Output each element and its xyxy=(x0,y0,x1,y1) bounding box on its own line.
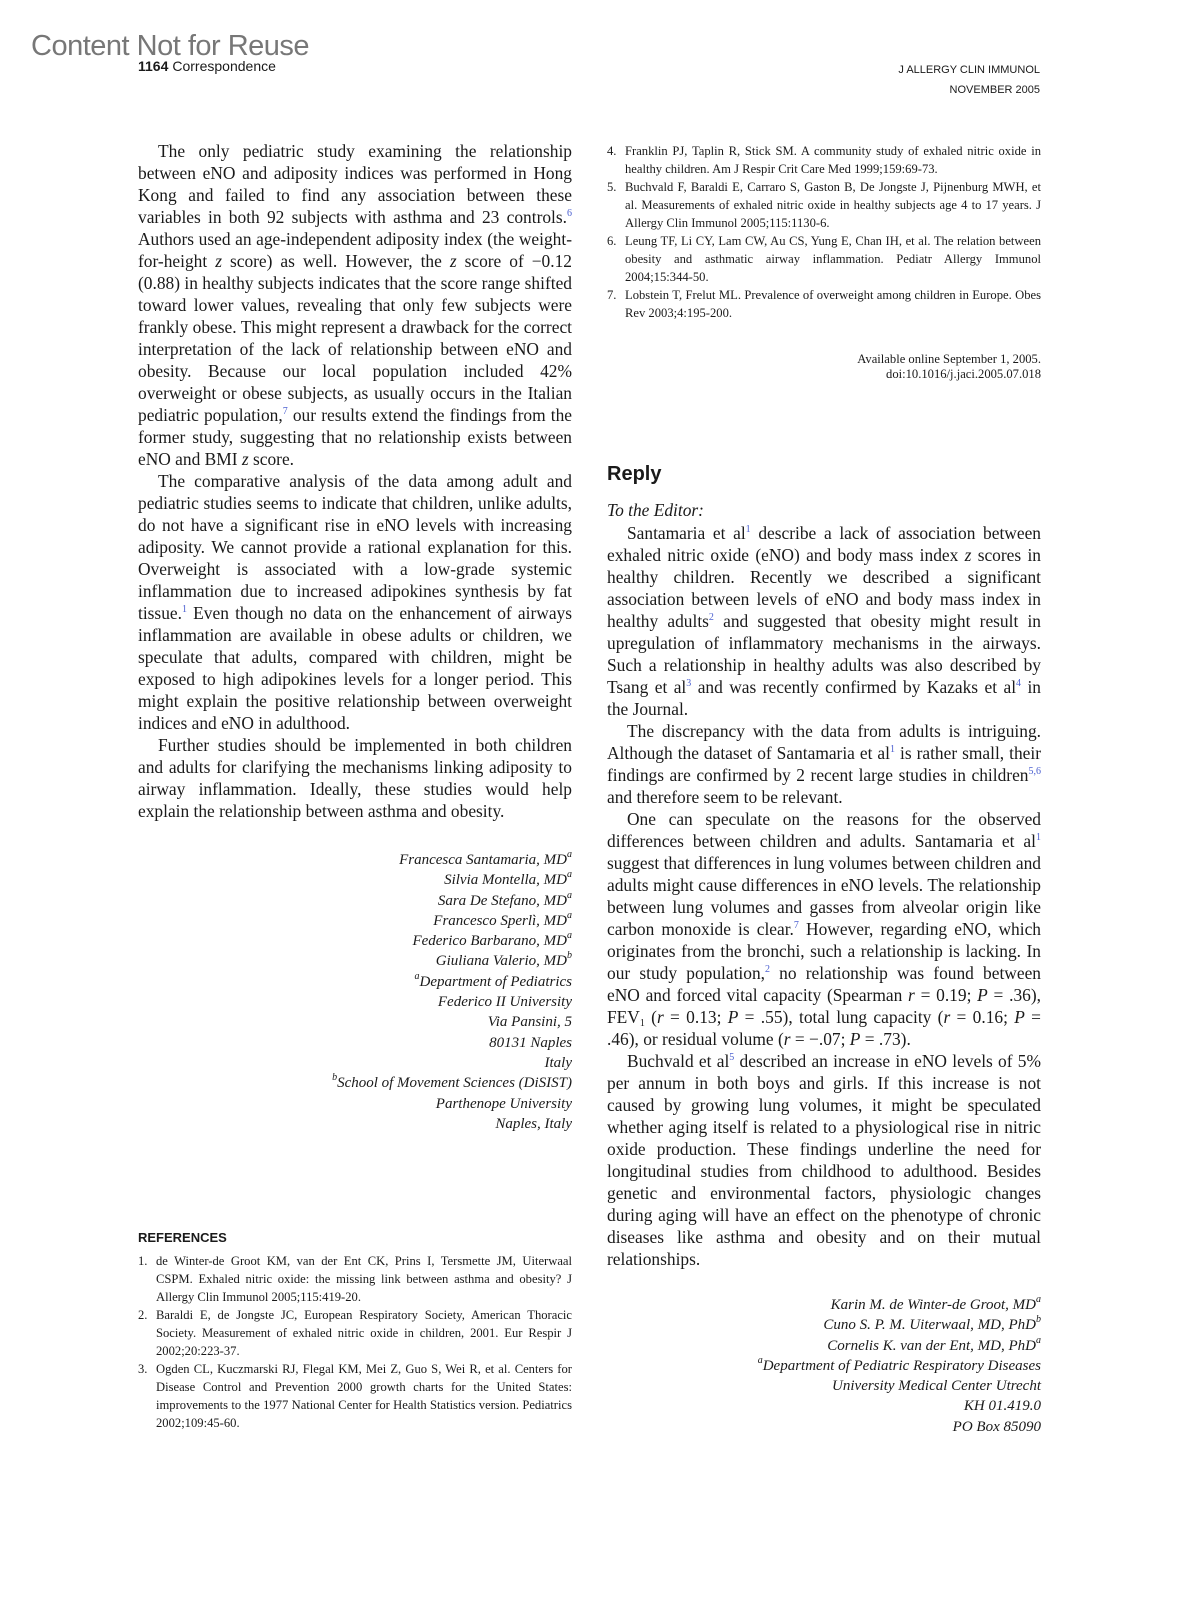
signature-line xyxy=(138,870,572,890)
reference-item xyxy=(138,1360,572,1432)
paragraph xyxy=(607,720,1041,808)
right-signature xyxy=(607,1295,1041,1437)
signature-line xyxy=(607,1417,1041,1437)
text-run: = .73). xyxy=(860,1029,911,1049)
reference-item xyxy=(607,178,1041,232)
paragraph xyxy=(607,1050,1041,1270)
citation-link[interactable]: 3 xyxy=(686,678,692,689)
italic-symbol: P xyxy=(1014,1007,1025,1027)
text-run: and therefore seem to be relevant. xyxy=(607,787,843,807)
signature-line xyxy=(138,972,572,992)
text-run: suggest that differences in lung volumes between children and adults might cause differences in eNO levels. The relationship between lung volumes and gasses from alveolar origin like carbon monoxide is clear. xyxy=(607,853,1041,939)
paragraph xyxy=(138,734,572,822)
subscript: 1 xyxy=(639,1018,645,1029)
right-body xyxy=(607,522,1041,1270)
text-run: Santamaria et al xyxy=(627,523,746,543)
section-title: Correspondence xyxy=(172,58,276,74)
text-run: Further studies should be implemented in both children and adults for clarifying the mechanisms linking adiposity to airway inflammation. Ideally, these studies would help explain the relationship between asthma and obesity. xyxy=(138,735,572,821)
reference-text: Franklin PJ, Taplin R, Stick SM. A community study of exhaled nitric oxide in healthy children. Am J Respir Crit Care Med 1999;159:69-73. xyxy=(625,144,1041,176)
references-heading: REFERENCES xyxy=(138,1230,227,1245)
text-run: Department of Pediatrics xyxy=(419,973,572,990)
available-online: Available online September 1, 2005. xyxy=(857,352,1041,366)
text-run: Francesca Santamaria, MD xyxy=(399,852,567,868)
reference-number: 3. xyxy=(138,1362,148,1376)
signature-line xyxy=(138,1094,572,1114)
page-number: 1164 xyxy=(138,58,169,74)
text-run: and was recently confirmed by Kazaks et al xyxy=(691,677,1017,697)
affiliation-marker: a xyxy=(567,869,572,881)
reference-number: 6. xyxy=(607,234,617,248)
affiliation-marker: a xyxy=(1036,1294,1041,1305)
text-run: scores in healthy children. Recently we described a significant association between levels of eNO and body mass index in healthy adults xyxy=(607,545,1041,631)
citation-link[interactable]: 4 xyxy=(1016,678,1022,689)
italic-symbol: r xyxy=(943,1007,951,1027)
text-run: Cuno S. P. M. Uiterwaal, MD, PhD xyxy=(823,1317,1036,1334)
text-run: = .36), FEV xyxy=(607,985,1041,1027)
text-run: Department of Pediatric Respiratory Diseases xyxy=(762,1357,1041,1374)
references-list-right xyxy=(607,142,1041,322)
citation-link[interactable]: 5 xyxy=(729,1052,735,1063)
text-run: Cornelis K. van der Ent, MD, PhD xyxy=(827,1337,1036,1354)
reference-item xyxy=(607,232,1041,286)
paragraph xyxy=(607,808,1041,1050)
text-run: score of −0.12 (0.88) in healthy subjects indicates that the score range shifted toward lower values, revealing that only few subjects were frankly obese. This might represent a drawback for the correct interpretation of the lack of relationship between eNO and obesity. Because our local population included 42% overweight or obese subjects, as usually occurs in the Italian pediatric population, xyxy=(138,251,572,425)
reference-text: Baraldi E, de Jongste JC, European Respiratory Society, American Thoracic Society. Measurement of exhaled nitric oxide in children, 2001. Eur Respir J 2002;20:223-37. xyxy=(156,1308,572,1358)
affiliation-marker: a xyxy=(567,849,572,860)
text-run: The discrepancy with the data from adults is intriguing. Although the dataset of Santamaria et al xyxy=(607,721,1041,763)
text-run: The comparative analysis of the data among adult and pediatric studies seems to indicate that children, unlike adults, do not have a significant rise in eNO levels with increasing adiposity. We cannot provide a rational explanation for this. Overweight is associated with a low-grade systemic inflammation due to increased adipokines synthesis by fat tissue. xyxy=(138,471,572,623)
affiliation-marker: a xyxy=(567,889,572,901)
text-run: no relationship was found between eNO and forced vital capacity (Spearman xyxy=(607,963,1041,1005)
watermark: Content Not for Reuse xyxy=(31,30,310,62)
text-run: = .46), or residual volume ( xyxy=(607,1007,1041,1049)
text-run: Buchvald et al xyxy=(627,1051,730,1071)
signature-line xyxy=(138,850,572,870)
text-run: = 0.13; xyxy=(663,1007,728,1027)
reference-number: 4. xyxy=(607,144,617,158)
salutation: To the Editor: xyxy=(607,500,704,520)
text-run: Even though no data on the enhancement of airways inflammation are available in obese adults or children, we speculate that adults, compared with children, might be exposed to high adipokines levels for a longer period. This might explain the positive relationship between overweight indices and eNO in adulthood. xyxy=(138,603,572,733)
signature-line xyxy=(607,1356,1041,1376)
signature-line xyxy=(138,891,572,911)
text-run: PO Box 85090 xyxy=(952,1418,1041,1435)
italic-symbol: z xyxy=(241,449,249,469)
reference-number: 7. xyxy=(607,288,617,302)
reference-text: Buchvald F, Baraldi E, Carraro S, Gaston B, De Jongste J, Pijnenburg MWH, et al. Measurements of exhaled nitric oxide in healthy subjects age 4 to 17 years. J Allergy Clin Immunol 2005;115:1130-6. xyxy=(625,180,1041,230)
text-run: The only pediatric study examining the relationship between eNO and adiposity indices was performed in Hong Kong and failed to find any association between these variables in both 92 subjects with asthma and 23 controls. xyxy=(138,141,572,227)
text-run: = 0.19; xyxy=(914,985,978,1005)
signature-line xyxy=(607,1336,1041,1356)
text-run: and suggested that obesity might result in upregulation of inflammatory mechanisms in the airways. Such a relationship in healthy adults was also described by Tsang et al xyxy=(607,611,1042,697)
text-run: in the Journal. xyxy=(607,677,1041,719)
italic-symbol: P xyxy=(727,1007,739,1027)
citation-link[interactable]: 7 xyxy=(793,920,799,931)
citation-link[interactable]: 2 xyxy=(764,964,770,975)
text-run: Italy xyxy=(544,1054,572,1071)
text-run: ( xyxy=(644,1007,657,1027)
running-head xyxy=(138,58,276,74)
journal-issue: NOVEMBER 2005 xyxy=(949,84,1040,96)
text-run: our results extend the findings from the former study, suggesting that no relationship exists between eNO and BMI xyxy=(138,405,572,469)
affiliation-marker: b xyxy=(567,950,572,962)
text-run: describe a lack of association between exhaled nitric oxide (eNO) and body mass index xyxy=(607,523,1041,565)
reference-item xyxy=(138,1306,572,1360)
affiliation-marker: b xyxy=(1036,1314,1041,1326)
reference-item xyxy=(138,1252,572,1306)
signature-line xyxy=(138,1033,572,1053)
affiliation-marker: a xyxy=(567,909,572,921)
text-run: University Medical Center Utrecht xyxy=(832,1378,1041,1395)
signature-line xyxy=(138,911,572,931)
affiliation-marker: a xyxy=(414,970,420,982)
text-run: However, regarding eNO, which originates from the bronchi, such a relationship is lacking. In our study population, xyxy=(607,919,1041,983)
text-run: Via Pansini, 5 xyxy=(487,1014,572,1031)
reference-text: Ogden CL, Kuczmarski RJ, Flegal KM, Mei Z, Guo S, Wei R, et al. Centers for Disease Control and Prevention 2000 growth charts for the United States: improvements to the 1977 National Center for Health Statistics version. Pediatrics 2002;109:45-60. xyxy=(156,1362,572,1430)
left-signature xyxy=(138,850,572,1134)
citation-link[interactable]: 7 xyxy=(282,406,288,417)
text-run: = .55), total lung capacity ( xyxy=(738,1007,944,1027)
citation-link[interactable]: 1 xyxy=(745,524,751,535)
citation-link[interactable]: 1 xyxy=(890,744,895,755)
affiliation-marker: a xyxy=(757,1354,763,1366)
signature-line xyxy=(607,1376,1041,1396)
signature-line xyxy=(607,1295,1041,1315)
reference-text: Lobstein T, Frelut ML. Prevalence of overweight among children in Europe. Obes Rev 2003;4:195-200. xyxy=(625,288,1041,320)
reply-heading: Reply xyxy=(607,463,662,485)
citation-link[interactable]: 1 xyxy=(181,604,187,615)
paragraph xyxy=(138,470,572,734)
italic-symbol: P xyxy=(849,1029,861,1049)
italic-symbol: P xyxy=(977,985,988,1005)
left-body xyxy=(138,140,572,822)
text-run: Naples, Italy xyxy=(495,1115,572,1132)
text-run: score. xyxy=(248,449,295,469)
journal-name: J ALLERGY CLIN IMMUNOL xyxy=(898,64,1040,76)
text-run: Silvia Montella, MD xyxy=(444,872,567,889)
text-run: Sara De Stefano, MD xyxy=(437,892,567,909)
text-run: One can speculate on the reasons for the observed differences between children and adults. Santamaria et al xyxy=(607,809,1041,851)
signature-line xyxy=(138,951,572,971)
reference-number: 1. xyxy=(138,1254,148,1268)
signature-line xyxy=(138,1114,572,1134)
signature-line xyxy=(138,931,572,951)
italic-symbol: r xyxy=(656,1007,664,1027)
text-run: Francesco Sperlì, MD xyxy=(433,912,567,929)
publication-info xyxy=(607,352,1041,382)
text-run: School of Movement Sciences (DiSIST) xyxy=(337,1075,572,1092)
italic-symbol: z xyxy=(215,251,222,271)
text-run: Authors used an age-independent adiposity index (the weight-for-height xyxy=(138,229,572,271)
citation-link[interactable]: 6 xyxy=(567,208,572,219)
affiliation-marker: a xyxy=(567,930,572,942)
text-run: Parthenope University xyxy=(435,1095,572,1112)
text-run: = 0.16; xyxy=(950,1007,1015,1027)
signature-line xyxy=(138,992,572,1012)
reference-number: 2. xyxy=(138,1308,148,1322)
text-run: Federico II University xyxy=(437,994,572,1011)
italic-symbol: r xyxy=(908,985,915,1005)
journal-header xyxy=(898,60,1040,100)
citation-link[interactable]: 5,6 xyxy=(1028,766,1041,777)
italic-symbol: z xyxy=(964,545,972,565)
signature-line xyxy=(607,1315,1041,1335)
signature-line xyxy=(138,1053,572,1073)
reference-item xyxy=(607,286,1041,322)
italic-symbol: z xyxy=(449,251,457,271)
text-run: Giuliana Valerio, MD xyxy=(435,953,567,970)
reference-number: 5. xyxy=(607,180,617,194)
text-run: Karin M. de Winter-de Groot, MD xyxy=(830,1297,1036,1313)
text-run: 80131 Naples xyxy=(489,1034,572,1051)
text-run: described an increase in eNO levels of 5% per annum in both boys and girls. If this increase is not caused by growing lung volumes, it might be speculated whether aging itself is related to a physiological rise in nitric oxide production. These findings underline the need for longitudinal studies from childhood to adulthood. Besides genetic and environmental factors, physiologic changes during aging will have an effect on the phenotype of chronic diseases like asthma and obesity and on their mutual relationships. xyxy=(607,1051,1041,1269)
reference-text: de Winter-de Groot KM, van der Ent CK, Prins I, Tersmette JM, Uiterwaal CSPM. Exhaled nitric oxide: the missing link between asthma and obesity? J Allergy Clin Immunol 2005;115:419-20. xyxy=(156,1254,572,1304)
text-run: Federico Barbarano, MD xyxy=(412,933,567,950)
paragraph xyxy=(138,140,572,470)
citation-link[interactable]: 2 xyxy=(708,612,714,623)
doi[interactable]: doi:10.1016/j.jaci.2005.07.018 xyxy=(886,367,1041,381)
citation-link[interactable]: 1 xyxy=(1036,832,1041,843)
text-run: is rather small, their findings are confirmed by 2 recent large studies in children xyxy=(607,743,1042,785)
affiliation-marker: b xyxy=(332,1072,338,1084)
italic-symbol: r xyxy=(783,1029,791,1049)
text-run: KH 01.419.0 xyxy=(963,1398,1041,1415)
reference-item xyxy=(607,142,1041,178)
signature-line xyxy=(607,1396,1041,1416)
text-run: = −.07; xyxy=(790,1029,850,1049)
signature-line xyxy=(138,1012,572,1032)
text-run: score) as well. However, the xyxy=(221,251,450,271)
references-list-left xyxy=(138,1252,572,1432)
affiliation-marker: a xyxy=(1036,1334,1041,1346)
paragraph xyxy=(607,522,1041,720)
signature-line xyxy=(138,1073,572,1093)
reference-text: Leung TF, Li CY, Lam CW, Au CS, Yung E, Chan IH, et al. The relation between obesity and asthmatic airway inflammation. Pediatr Allergy Immunol 2004;15:344-50. xyxy=(625,234,1041,284)
